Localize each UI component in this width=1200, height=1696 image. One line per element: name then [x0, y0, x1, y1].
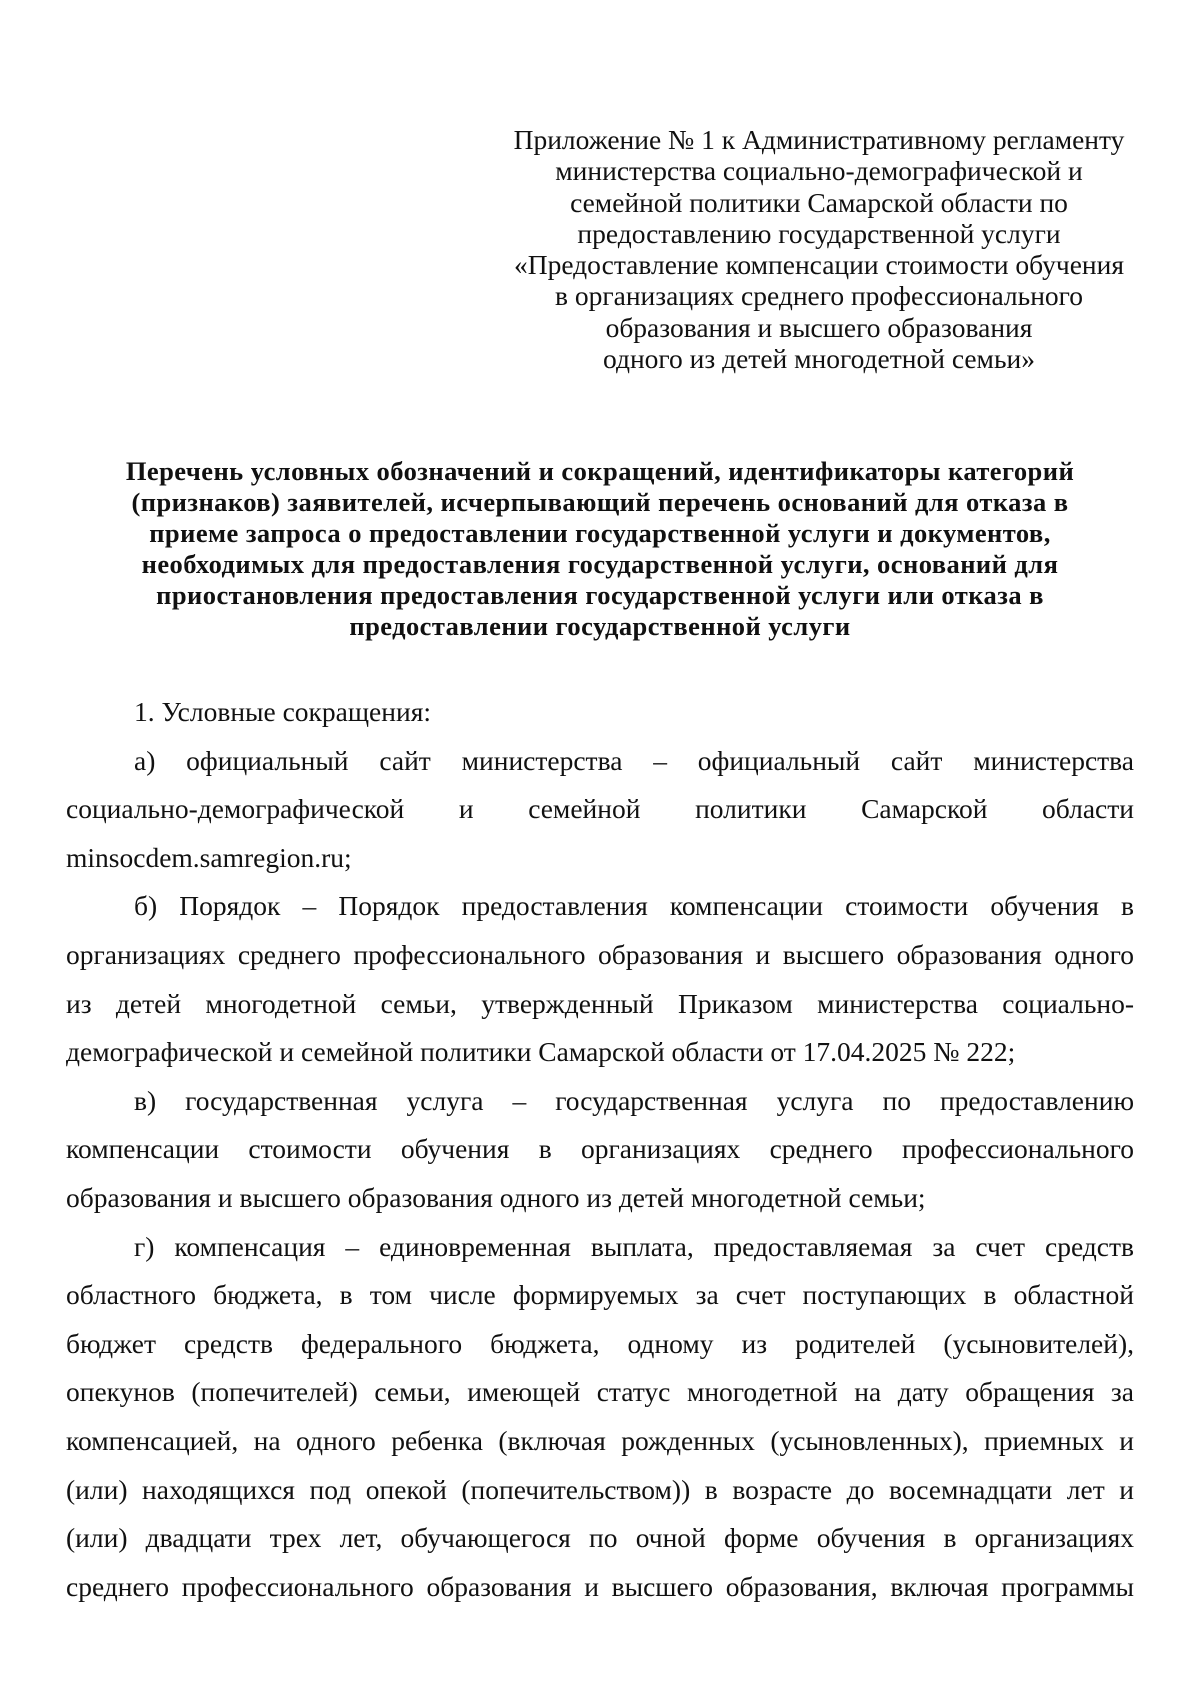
item-line: компенсации стоимости обучения в организациях среднего профессионального	[66, 1133, 1134, 1165]
appendix-line: семейной политики Самарской области по	[570, 186, 1068, 218]
appendix-line: одного из детей многодетной семьи»	[603, 343, 1035, 375]
item-line: из детей многодетной семьи, утвержденный Приказом министерства социально-	[66, 987, 1134, 1019]
item-a	[66, 737, 1134, 883]
item-line: бюджет средств федерального бюджета, одному из родителей (усыновителей),	[66, 1327, 1134, 1359]
document-title	[62, 456, 1138, 642]
item-b	[66, 882, 1134, 1076]
document-body	[66, 688, 1134, 1611]
item-line: опекунов (попечителей) семьи, имеющей статус многодетной на дату обращения за	[66, 1376, 1134, 1408]
title-line: предоставлении государственной услуги	[349, 611, 851, 641]
title-line: приостановления предоставления государственной услуги или отказа в	[156, 580, 1044, 610]
item-line: социально-демографической и семейной политики Самарской области	[66, 793, 1134, 825]
item-line: в) государственная услуга – государственная услуга по предоставлению	[134, 1084, 1134, 1116]
appendix-line: предоставлению государственной услуги	[577, 217, 1061, 249]
title-line: необходимых для предоставления государственной услуги, оснований для	[141, 549, 1059, 579]
item-line: г) компенсация – единовременная выплата, предоставляемая за счет средств	[134, 1230, 1134, 1262]
appendix-line: в организациях среднего профессионального	[554, 280, 1084, 312]
appendix-line: «Предоставление компенсации стоимости обучения	[513, 249, 1124, 281]
title-line: (признаков) заявителей, исчерпывающий перечень оснований для отказа в	[131, 487, 1069, 517]
item-line: демографической и семейной политики Самарской области от 17.04.2025 № 222;	[66, 1036, 1016, 1068]
item-d	[66, 1223, 1134, 1612]
appendix-line: министерства социально-демографической и	[555, 155, 1083, 187]
item-line: компенсацией, на одного ребенка (включая рожденных (усыновленных), приемных и	[66, 1424, 1134, 1456]
item-line: среднего профессионального образования и высшего образования, включая программы	[66, 1570, 1134, 1602]
item-line: организациях среднего профессионального образования и высшего образования одного	[66, 938, 1134, 970]
item-line: образования и высшего образования одного из детей многодетной семьи;	[66, 1181, 926, 1213]
item-c	[66, 1077, 1134, 1223]
item-line: а) официальный сайт министерства – официальный сайт министерства	[134, 744, 1134, 776]
title-line: приеме запроса о предоставлении государственной услуги и документов,	[149, 518, 1051, 548]
item-line: б) Порядок – Порядок предоставления компенсации стоимости обучения в	[134, 890, 1134, 922]
section-heading: 1. Условные сокращения:	[134, 696, 431, 727]
appendix-line: образования и высшего образования	[605, 311, 1033, 343]
item-line: minsocdem.samregion.ru;	[66, 841, 352, 873]
item-line: (или) находящихся под опекой (попечительством)) в возрасте до восемнадцати лет и	[66, 1473, 1134, 1505]
item-line: (или) двадцати трех лет, обучающегося по очной форме обучения в организациях	[66, 1522, 1134, 1554]
appendix-line: Приложение № 1 к Административному регламенту	[513, 124, 1125, 155]
item-line: областного бюджета, в том числе формируемых за счет поступающих в областной	[66, 1279, 1134, 1311]
title-line: Перечень условных обозначений и сокращений, идентификаторы категорий	[125, 456, 1075, 486]
appendix-header	[478, 124, 1160, 374]
